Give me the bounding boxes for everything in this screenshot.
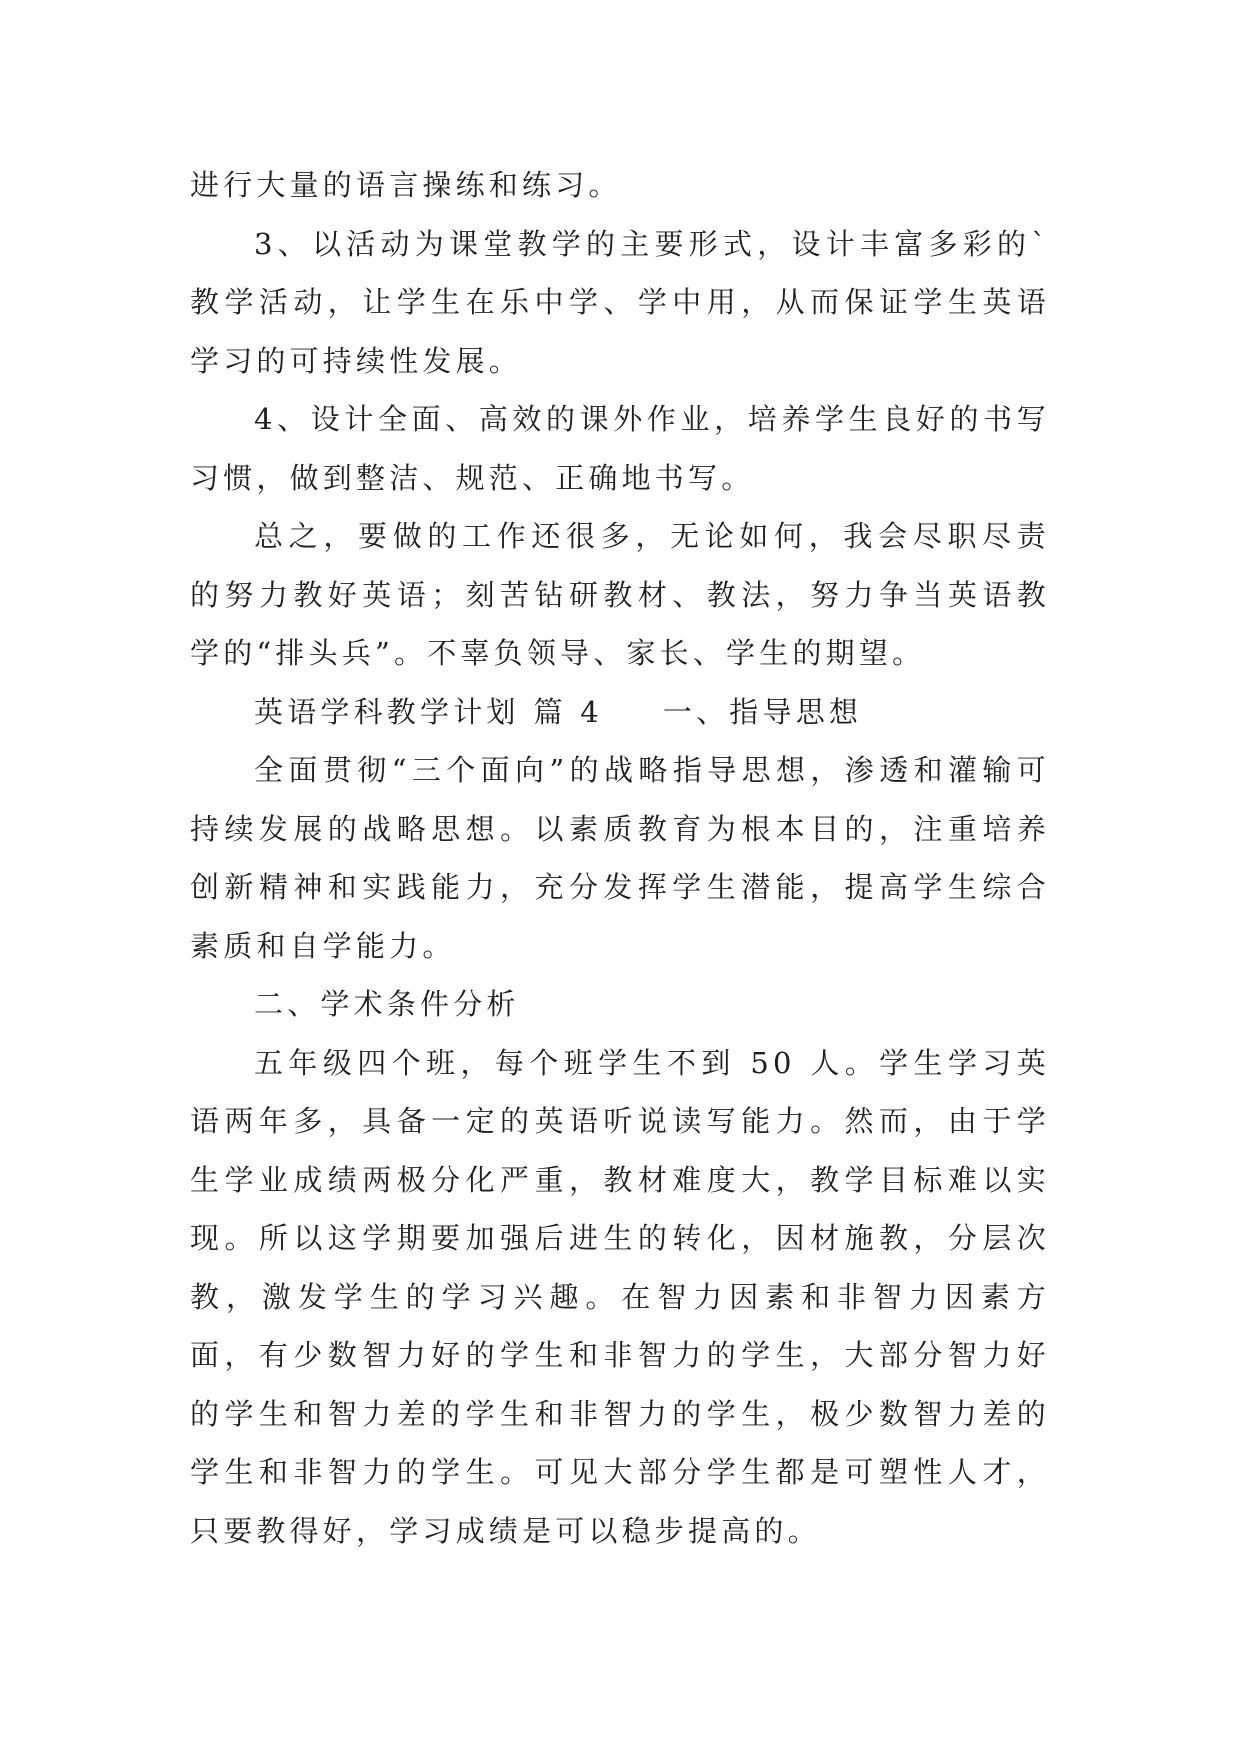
paragraph-summary: 总之，要做的工作还很多，无论如何，我会尽职尽责的努力教好英语；刻苦钻研教材、教法，努力争当英语教学的“排头兵”。不辜负领导、家长、学生的期望。 — [190, 519, 1050, 670]
paragraph-item-4: 4、设计全面、高效的课外作业，培养学生良好的书写习惯，做到整洁、规范、正确地书写。 — [190, 402, 1050, 495]
paragraph-continuation: 进行大量的语言操练和练习。 — [190, 168, 622, 202]
section-heading-conditions-analysis: 二、学术条件分析 — [254, 987, 520, 1021]
paragraph-guiding-ideology: 全面贯彻“三个面向”的战略指导思想，渗透和灌输可持续发展的战略思想。以素质教育为根本目的，注重培养创新精神和实践能力，充分发挥学生潜能，提高学生综合素质和自学能力。 — [190, 753, 1050, 963]
paragraph-conditions-analysis: 五年级四个班，每个班学生不到 50 人。学生学习英语两年多，具备一定的英语听说读写能力。然而，由于学生学业成绩两极分化严重，教材难度大，教学目标难以实现。所以这学期要加强后进生的转化，因材施教，分层次教，激发学生的学习兴趣。在智力因素和非智力因素方面，有少数智力好的学生和非智力的学生，大部分智力好的学生和智力差的学生和非智力的学生，极少数智力差的学生和非智力的学生。可见大部分学生都是可塑性人才，只要教得好，学习成绩是可以稳步提高的。 — [190, 1045, 1050, 1548]
plan-heading — [190, 683, 1050, 742]
plan-title: 英语学科教学计划 — [254, 694, 520, 729]
document-body — [190, 156, 1050, 1560]
paragraph-item-3: 3、以活动为课堂教学的主要形式，设计丰富多彩的`教学活动，让学生在乐中学、学中用，从而保证学生英语学习的可持续性发展。 — [190, 226, 1050, 378]
plan-number: 篇 4 — [533, 694, 603, 729]
section-heading-guiding-ideology: 一、指导思想 — [662, 694, 863, 729]
